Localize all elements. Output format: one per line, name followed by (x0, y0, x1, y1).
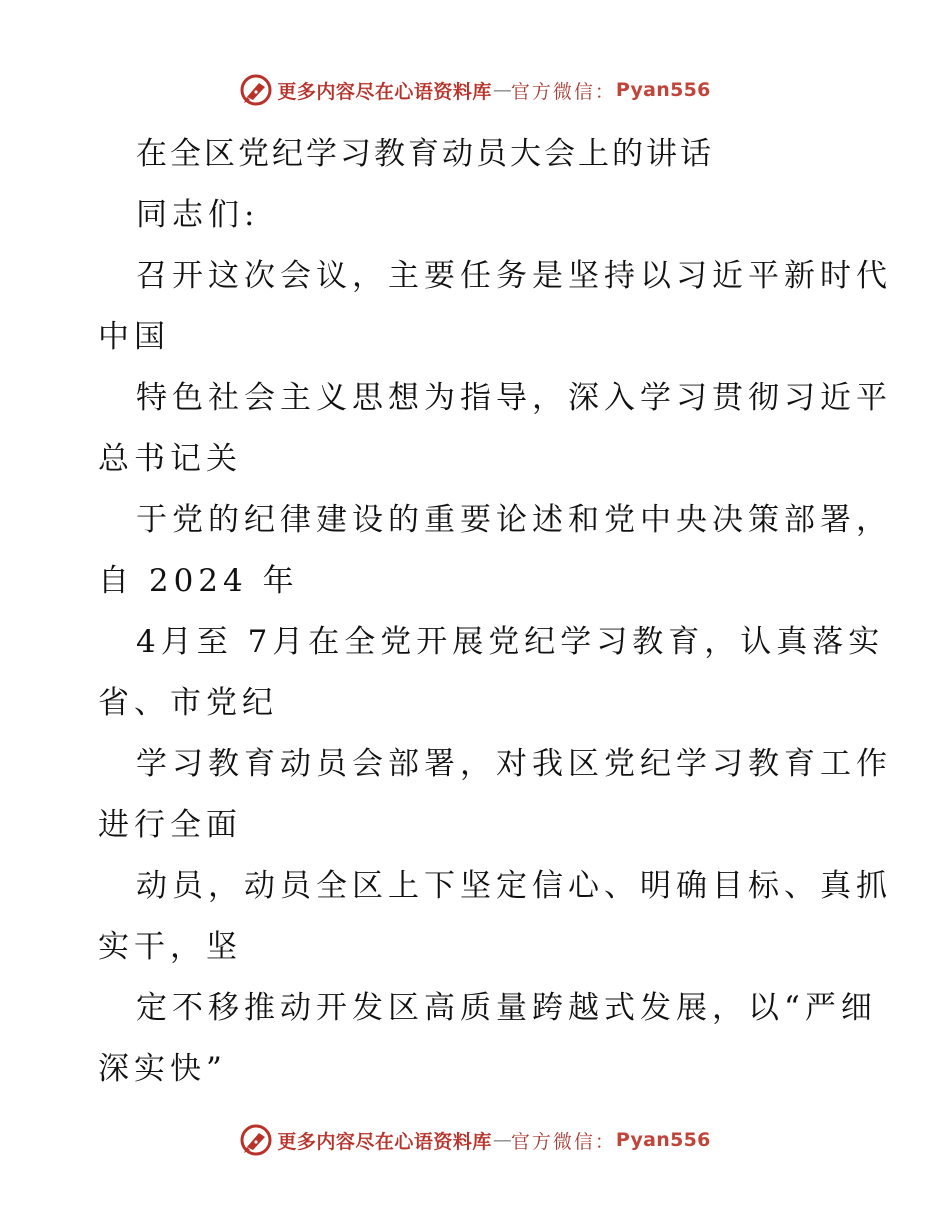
document-body (98, 124, 892, 1100)
text-line-wrap: 省、市党纪 (98, 685, 278, 721)
footer-watermark (0, 1120, 950, 1160)
text-line: 定不移推动开发区高质量跨越式发展，以“严细 (136, 990, 877, 1026)
watermark-handle: Pyan556 (615, 1129, 711, 1151)
pen-nib-logo-icon (239, 73, 273, 107)
watermark-contact: 官方微信： (510, 1130, 616, 1153)
pen-nib-logo-icon (239, 1123, 273, 1157)
text-line-wrap: 总书记关 (98, 441, 242, 477)
text-line: 特色社会主义思想为指导，深入学习贯彻习近平 (136, 380, 892, 416)
header-watermark (0, 70, 950, 110)
watermark-dash: — (492, 79, 510, 101)
watermark-handle: Pyan556 (615, 79, 711, 101)
text-line-wrap: 实干，坚 (98, 929, 242, 965)
watermark-brand: 更多内容尽在心语资料库 (277, 80, 492, 103)
watermark-brand: 更多内容尽在心语资料库 (277, 1130, 492, 1153)
text-line: 于党的纪律建设的重要论述和党中央决策部署， (136, 502, 892, 538)
watermark-dash: — (492, 1129, 510, 1151)
text-line: 动员，动员全区上下坚定信心、明确目标、真抓 (136, 868, 892, 904)
text-line-wrap: 中国 (98, 319, 170, 355)
text-line: 学习教育动员会部署，对我区党纪学习教育工作 (136, 746, 892, 782)
text-line-wrap: 进行全面 (98, 807, 242, 843)
text-line-wrap: 自 2024 年 (98, 563, 299, 599)
salutation: 同志们: (136, 197, 260, 233)
text-line: 4月至 7月在全党开展党纪学习教育，认真落实 (136, 624, 885, 660)
text-line: 召开这次会议，主要任务是坚持以习近平新时代 (136, 258, 892, 294)
document-title: 在全区党纪学习教育动员大会上的讲话 (136, 136, 714, 172)
text-line-wrap: 深实快” (98, 1051, 227, 1087)
watermark-contact: 官方微信： (510, 80, 616, 103)
